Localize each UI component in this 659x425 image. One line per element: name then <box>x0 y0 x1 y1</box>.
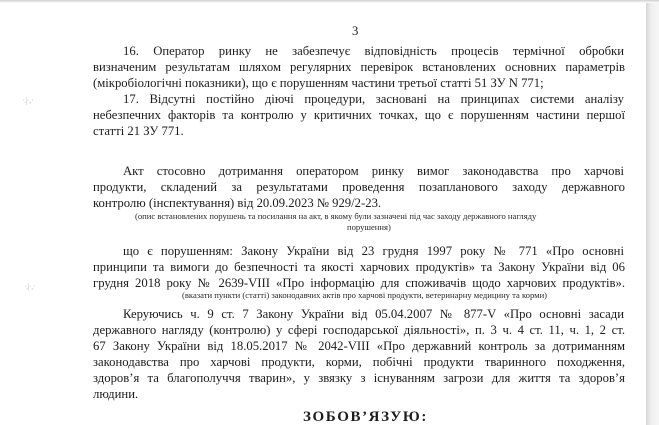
margin-scan-mark: ·.|·‚· <box>22 96 34 105</box>
act-line-1: Акт стосовно дотримання оператором ринку вимог законодавства про харчові <box>123 164 624 178</box>
basis-line-5: здоров’я та благополуччя тварин», у звязку з існуванням загрози для життя та здоров’я <box>93 371 625 385</box>
item-16-line-3: (мікробіологічні показники), що є порушенням частини третьої статті 51 ЗУ N 771; <box>93 76 544 90</box>
item-16-line-1: 16. Оператор ринку не забезпечує відповідність процесів термічної обробки <box>123 44 624 58</box>
basis-line-3: 67 Закону України від 18.05.2017 № 2042-VIII «Про державний контроль за дотриманням <box>93 339 625 353</box>
act-note-line-2: порушення) <box>347 222 391 232</box>
item-17-line-3: статті 21 ЗУ 771. <box>93 124 184 138</box>
violation-note: (вказати пункти (статті) законодавчих актів про харчові продукти, ветеринарну медицину та корми) <box>182 290 548 300</box>
item-16-line-2: визначеним результатам шляхом регулярних перевірок встановлених основних параметрів <box>93 60 625 74</box>
item-17-line-2: небезпечних факторів та контролю у критичних точках, що є порушенням частини першої <box>93 108 625 122</box>
violation-line-2: принципи та вимоги до безпечності та якості харчових продуктів» та Закону України від 06 <box>93 260 625 274</box>
act-line-3: контролю (інспектування) від 20.09.2023 № 929/2-23. <box>93 196 382 210</box>
act-line-2: продукти, складений за результатами проведення позапланового заходу державного <box>93 180 625 194</box>
item-17-line-1: 17. Відсутні постійно діючі процедури, засновані на принципах системи аналізу <box>123 92 624 106</box>
page-edge-shadow <box>646 0 659 425</box>
act-note-line-1: (опис встановлених порушень та посилання на акт, в якому були зазначені під час заходу державного нагляду <box>135 211 537 221</box>
basis-line-6: людини. <box>93 387 139 401</box>
margin-scan-mark: ·.|·‚· <box>24 282 36 291</box>
section-heading: ЗОБОВ’ЯЗУЮ: <box>303 409 428 425</box>
basis-line-2: державного нагляду (контролю) у сфері господарської діяльності», п. 3 ч. 4 ст. 11, ч. 1, 2 ст. <box>93 323 625 337</box>
basis-line-1: Керуючись ч. 9 ст. 7 Закону України від 05.04.2007 № 877-V «Про основні засади <box>123 307 624 321</box>
basis-line-4: законодавства про харчові продукти, корми, побічні продукти тваринного походження, <box>93 355 625 369</box>
page-number: 3 <box>352 24 359 38</box>
violation-line-1: що є порушенням: Закону України від 23 грудня 1997 року № 771 «Про основні <box>123 244 624 258</box>
violation-line-3: грудня 2018 року № 2639-VIII «Про інформацію для споживачів щодо харчових продуктів». <box>93 276 625 290</box>
page-top-border <box>0 0 659 3</box>
